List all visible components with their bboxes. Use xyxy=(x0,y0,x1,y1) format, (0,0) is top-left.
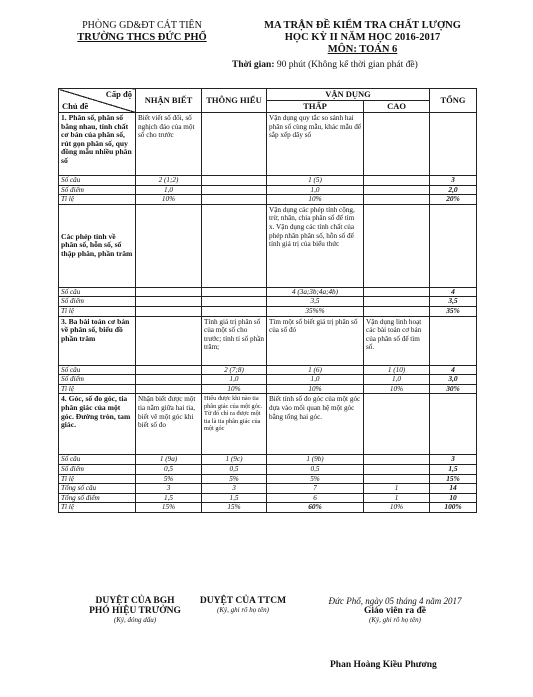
row-label: Tổng số điểm xyxy=(59,493,136,503)
cell: 35%% xyxy=(267,306,364,316)
cell xyxy=(364,306,430,316)
cell: 1 (9c) xyxy=(202,455,267,465)
total-cell: 30% xyxy=(430,384,477,394)
principal-role: PHÓ HIỆU TRƯỞNG xyxy=(89,606,181,616)
exam-duration xyxy=(232,60,418,70)
cell: 15% xyxy=(136,503,202,513)
cell xyxy=(136,287,202,297)
total-desc xyxy=(430,316,477,365)
exam-title: MA TRẬN ĐỀ KIỂM TRA CHẤT LƯỢNG xyxy=(264,20,461,31)
row-label: Tỉ lệ xyxy=(59,503,136,513)
row-label: Tỉ lệ xyxy=(59,384,136,394)
cell: 5% xyxy=(136,474,202,484)
cell: 1 (6) xyxy=(267,365,364,375)
cell: 1 (9a) xyxy=(136,455,202,465)
cell xyxy=(364,297,430,307)
score-row xyxy=(59,464,477,474)
cell: 10% xyxy=(364,503,430,513)
exam-title-block xyxy=(235,20,490,56)
application-header: VẬN DỤNG xyxy=(267,89,430,101)
row-label: Số câu xyxy=(59,176,136,186)
high-application-desc xyxy=(364,204,430,287)
cell: 2 (7;8) xyxy=(202,365,267,375)
cell xyxy=(136,365,202,375)
cell xyxy=(136,375,202,385)
understanding-desc xyxy=(202,113,267,176)
cell xyxy=(202,306,267,316)
school-block xyxy=(62,20,222,44)
row-label: Số câu xyxy=(59,287,136,297)
total-desc xyxy=(430,113,477,176)
department-head-note: (Ký, ghi rõ họ tên) xyxy=(217,606,269,614)
ratio-row xyxy=(59,384,477,394)
cell: 2 (1;2) xyxy=(136,176,202,186)
total-cell: 1,5 xyxy=(430,464,477,474)
cell: 10% xyxy=(136,195,202,205)
low-application-desc: Vận dụng các phép tính cộng, trừ, nhân, chia phân số để tìm x. Vận dụng các tính chất của phép nhân phân số, hỗn số để tính giá trị của biểu thức xyxy=(267,204,364,287)
row-label: Số điểm xyxy=(59,297,136,307)
cell: 1 xyxy=(364,493,430,503)
cell: 3 xyxy=(136,484,202,494)
topic-name: 4. Góc, số đo góc, tia phân giác của một góc. Đường tròn, tam giác. xyxy=(59,394,136,455)
row-label: Tỉ lệ xyxy=(59,306,136,316)
row-label: Số câu xyxy=(59,455,136,465)
cell xyxy=(136,297,202,307)
topic-name: 3. Ba bài toán cơ bản về phân số, biểu đồ phần trăm xyxy=(59,316,136,365)
date-line: Đức Phổ, ngày 05 tháng 4 năm 2017 xyxy=(328,596,462,606)
cell: 1,5 xyxy=(202,493,267,503)
duration-value: 90 phút (Không kể thời gian phát đề) xyxy=(276,60,418,70)
cell xyxy=(136,384,202,394)
ratio-row xyxy=(59,195,477,205)
cell xyxy=(202,195,267,205)
total-cell: 4 xyxy=(430,365,477,375)
cell xyxy=(202,185,267,195)
high-application-desc xyxy=(364,394,430,455)
total-ratio-row xyxy=(59,503,477,513)
cell: 15% xyxy=(202,503,267,513)
low-application-desc: Tìm một số biết giá trị phân số của số đó xyxy=(267,316,364,365)
cell: 60% xyxy=(267,503,364,513)
understanding-desc xyxy=(202,204,267,287)
high-application-desc: Vận dụng linh hoạt các bài toán cơ bản của phân số để tìm số. xyxy=(364,316,430,365)
author-signature-block xyxy=(300,596,490,624)
cell: 0,5 xyxy=(267,464,364,474)
score-row xyxy=(59,375,477,385)
cell: 1 xyxy=(364,484,430,494)
total-cell: 14 xyxy=(430,484,477,494)
cell: 7 xyxy=(267,484,364,494)
total-cell: 3 xyxy=(430,455,477,465)
topic-header: Chủ đề xyxy=(62,101,89,112)
cell: 4 (3a;3b;4a;4b) xyxy=(267,287,364,297)
cell: 1,0 xyxy=(136,185,202,195)
recognition-desc: Nhận biết được một tia nằm giữa hai tia, biết vẽ một góc khi biết số đo xyxy=(136,394,202,455)
topic-row xyxy=(59,113,477,176)
total-cell: 100% xyxy=(430,503,477,513)
total-score-row xyxy=(59,493,477,503)
total-cell: 3,0 xyxy=(430,375,477,385)
cell: 1,0 xyxy=(267,185,364,195)
cell: 3,5 xyxy=(267,297,364,307)
understanding-header: THÔNG HIỂU xyxy=(202,89,267,113)
row-label: Số câu xyxy=(59,365,136,375)
question-count-row xyxy=(59,365,477,375)
cell: 1 (5) xyxy=(267,176,364,186)
school-name: TRƯỜNG THCS ĐỨC PHỔ xyxy=(77,32,207,43)
row-label: Tổng số câu xyxy=(59,484,136,494)
row-label: Tỉ lệ xyxy=(59,195,136,205)
row-label: Tỉ lệ xyxy=(59,474,136,484)
total-desc xyxy=(430,204,477,287)
cell: 0,5 xyxy=(136,464,202,474)
recognition-header: NHẬN BIẾT xyxy=(136,89,202,113)
understanding-desc: Hiểu được khi nào tia phân giác của một góc. Từ đó chỉ ra được một tia là tia phân giác của một góc xyxy=(202,394,267,455)
department-head-title: DUYỆT CỦA TTCM xyxy=(199,596,287,606)
total-cell: 4 xyxy=(430,287,477,297)
cell xyxy=(202,176,267,186)
topic-name: Các phép tính về phân số, hỗn số, số thập phân, phần trăm xyxy=(59,204,136,287)
cell xyxy=(364,287,430,297)
recognition-desc: Biết viết số đối, số nghịch đảo của một số cho trước xyxy=(136,113,202,176)
total-header: TỔNG xyxy=(430,89,477,113)
understanding-desc: Tính giá trị phân số của một số cho trước; tính tỉ số phần trăm; xyxy=(202,316,267,365)
cell: 1,0 xyxy=(202,375,267,385)
topic-name: 1. Phân số, phân số bằng nhau, tính chất cơ bản của phân số, rút gọn phân số, quy đồng mẫu nhiều phân số xyxy=(59,113,136,176)
total-cell: 2,0 xyxy=(430,185,477,195)
cell xyxy=(364,474,430,484)
score-row xyxy=(59,185,477,195)
principal-approval-title: DUYỆT CỦA BGH xyxy=(95,596,175,606)
cell: 1,0 xyxy=(267,375,364,385)
recognition-desc xyxy=(136,316,202,365)
low-application-desc: Biết tính số đo góc của một góc dựa vào mối quan hệ một góc bằng tổng hai góc. xyxy=(267,394,364,455)
low-application-header: THẤP xyxy=(267,101,364,113)
total-question-row xyxy=(59,484,477,494)
exam-matrix-table xyxy=(58,88,477,513)
cell: 1 (10) xyxy=(364,365,430,375)
recognition-desc xyxy=(136,204,202,287)
cell: 3 xyxy=(202,484,267,494)
question-count-row xyxy=(59,455,477,465)
cell xyxy=(364,195,430,205)
cell: 0,5 xyxy=(202,464,267,474)
score-row xyxy=(59,297,477,307)
cell xyxy=(364,464,430,474)
total-cell: 3 xyxy=(430,176,477,186)
row-label: Số điểm xyxy=(59,185,136,195)
cell: 10% xyxy=(267,195,364,205)
question-count-row xyxy=(59,176,477,186)
school-year: HỌC KỲ II NĂM HỌC 2016-2017 xyxy=(284,32,441,43)
ratio-row xyxy=(59,306,477,316)
cell: 1,5 xyxy=(136,493,202,503)
topic-row xyxy=(59,316,477,365)
level-header: Cấp độ xyxy=(105,89,132,99)
cell: 10% xyxy=(202,384,267,394)
total-cell: 35% xyxy=(430,306,477,316)
high-application-desc xyxy=(364,113,430,176)
topic-row xyxy=(59,394,477,455)
total-cell: 20% xyxy=(430,195,477,205)
principal-note: (Ký, đóng dấu) xyxy=(113,616,157,624)
cell: 10% xyxy=(267,384,364,394)
cell: 1 (9b) xyxy=(267,455,364,465)
topic-row xyxy=(59,204,477,287)
author-name: Phan Hoàng Kiều Phương xyxy=(330,660,437,670)
row-label: Số điểm xyxy=(59,464,136,474)
cell xyxy=(136,306,202,316)
cell xyxy=(202,297,267,307)
department-name: PHÒNG GD&ĐT CÁT TIÊN xyxy=(82,20,202,31)
cell xyxy=(364,455,430,465)
cell: 5% xyxy=(202,474,267,484)
cell: 6 xyxy=(267,493,364,503)
ratio-row xyxy=(59,474,477,484)
cell: 10% xyxy=(364,384,430,394)
duration-label: Thời gian: xyxy=(232,60,275,70)
total-cell: 3,5 xyxy=(430,297,477,307)
row-label: Số điểm xyxy=(59,375,136,385)
low-application-desc: Vận dụng quy tắc so sánh hai phân số cùng mẫu, khác mẫu để sắp xếp dãy số xyxy=(267,113,364,176)
header-row xyxy=(59,89,477,101)
subject: MÔN: TOÁN 6 xyxy=(327,44,398,55)
cell xyxy=(364,185,430,195)
cell: 1,0 xyxy=(364,375,430,385)
cell xyxy=(364,176,430,186)
header-corner xyxy=(59,89,136,113)
author-note: (Ký, ghi rõ họ tên) xyxy=(369,616,421,624)
department-head-signature-block xyxy=(188,596,298,614)
cell xyxy=(202,287,267,297)
total-cell: 10 xyxy=(430,493,477,503)
total-cell: 15% xyxy=(430,474,477,484)
total-desc xyxy=(430,394,477,455)
question-count-row xyxy=(59,287,477,297)
high-application-header: CAO xyxy=(364,101,430,113)
author-title: Giáo viên ra đề xyxy=(363,606,426,616)
cell: 5% xyxy=(267,474,364,484)
